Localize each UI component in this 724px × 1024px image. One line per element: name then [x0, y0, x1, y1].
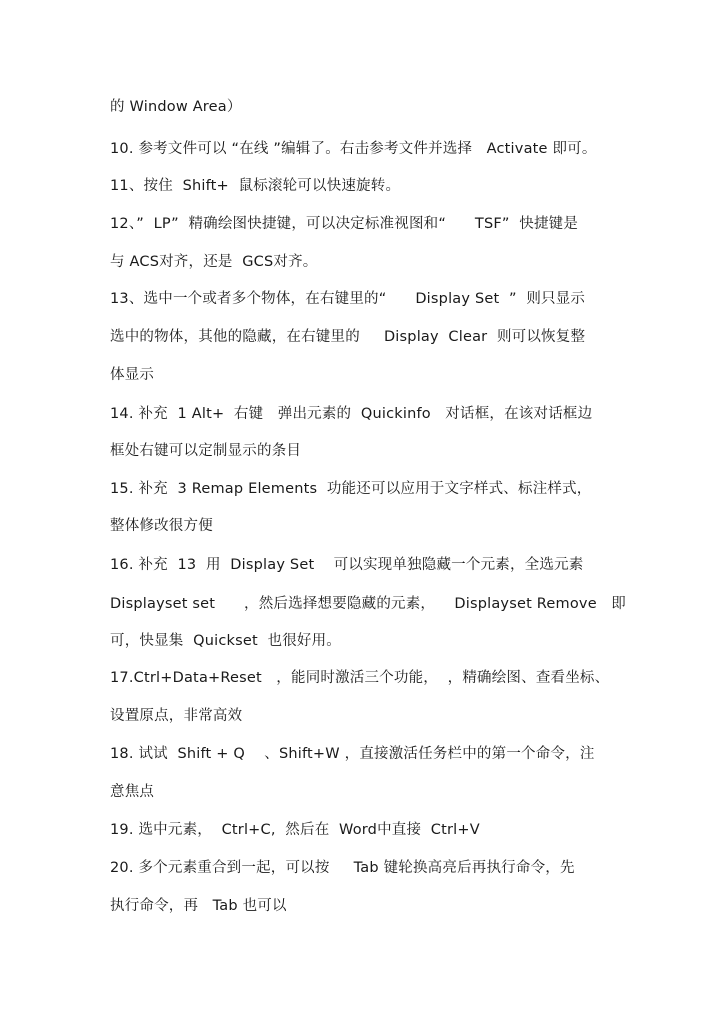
text-line: 设置原点，非常高效 — [110, 708, 243, 724]
text-line: 可，快显集 Quickset 也很好用。 — [110, 633, 341, 649]
text-line: 的 Window Area） — [110, 99, 242, 115]
text-line: 14. 补充 1 Alt+ 右键 弹出元素的 Quickinfo 对话框，在该对话框边 — [110, 406, 593, 422]
text-line: 17.Ctrl+Data+Reset ，能同时激活三个功能， ，精确绘图、查看坐标、 — [110, 670, 610, 686]
text-line: Displayset set ，然后选择想要隐藏的元素， Displayset Remove 即 — [110, 596, 626, 612]
text-line: 选中的物体，其他的隐藏，在右键里的 Display Clear 则可以恢复整 — [110, 329, 586, 345]
text-line: 19. 选中元素， Ctrl+C, 然后在 Word中直接 Ctrl+V — [110, 822, 480, 838]
text-line: 16. 补充 13 用 Display Set 可以实现单独隐藏一个元素，全选元素 — [110, 557, 584, 573]
text-line: 框处右键可以定制显示的条目 — [110, 443, 302, 459]
text-line: 15. 补充 3 Remap Elements 功能还可以应用于文字样式、标注样式， — [110, 481, 592, 497]
text-line: 20. 多个元素重合到一起，可以按 Tab 键轮换高亮后再执行命令，先 — [110, 860, 575, 876]
text-line: 12、” LP” 精确绘图快捷键，可以决定标准视图和“ TSF” 快捷键是 — [110, 216, 579, 232]
text-line: 11、按住 Shift+ 鼠标滚轮可以快速旋转。 — [110, 178, 401, 194]
text-line: 18. 试试 Shift + Q 、Shift+W ，直接激活任务栏中的第一个命令，注 — [110, 746, 595, 762]
text-line: 10. 参考文件可以 “在线 ”编辑了。右击参考文件并选择 Activate 即可。 — [110, 141, 597, 157]
text-line: 体显示 — [110, 367, 155, 383]
text-line: 执行命令，再 Tab 也可以 — [110, 898, 287, 914]
text-line: 意焦点 — [110, 784, 155, 800]
text-line: 与 ACS对齐，还是 GCS对齐。 — [110, 254, 318, 270]
text-line: 整体修改很方便 — [110, 518, 213, 534]
text-line: 13、选中一个或者多个物体，在右键里的“ Display Set ” 则只显示 — [110, 291, 586, 307]
